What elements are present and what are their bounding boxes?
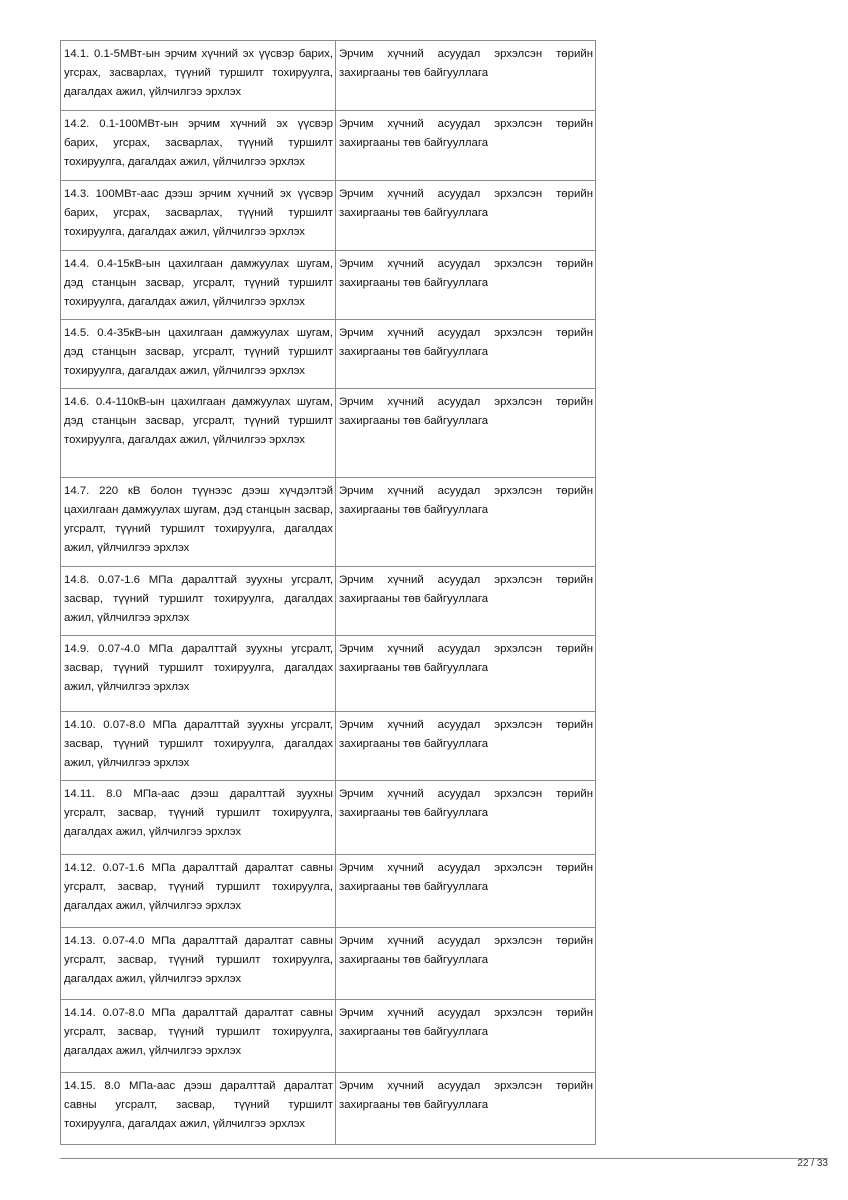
activity-cell: 14.7. 220 кВ болон түүнээс дээш хүчдэлтэй цахилгаан дамжуулах шугам, дэд станцын засвар, угсралт, түүний туршилт тохируулга, дагалдах ажил, үйлчилгээ эрхлэх xyxy=(61,478,336,567)
activity-cell: 14.8. 0.07-1.6 МПа даралттай зуухны угсралт, засвар, түүний туршилт тохируулга, дагалдах ажил, үйлчилгээ эрхлэх xyxy=(61,567,336,636)
authority-cell: Эрчим хүчний асуудал эрхэлсэн төрийн захиргааны төв байгууллага xyxy=(336,928,596,1000)
authority-cell: Эрчим хүчний асуудал эрхэлсэн төрийн захиргааны төв байгууллага xyxy=(336,111,596,181)
authority-cell: Эрчим хүчний асуудал эрхэлсэн төрийн захиргааны төв байгууллага xyxy=(336,181,596,251)
table-row xyxy=(61,781,596,855)
authority-cell: Эрчим хүчний асуудал эрхэлсэн төрийн захиргааны төв байгууллага xyxy=(336,389,596,478)
authority-cell: Эрчим хүчний асуудал эрхэлсэн төрийн захиргааны төв байгууллага xyxy=(336,1000,596,1073)
activity-cell: 14.13. 0.07-4.0 МПа даралттай даралтат савны угсралт, засвар, түүний туршилт тохируулга, дагалдах ажил, үйлчилгээ эрхлэх xyxy=(61,928,336,1000)
table-row xyxy=(61,855,596,928)
activity-cell: 14.11. 8.0 МПа-аас дээш даралттай зуухны угсралт, засвар, түүний туршилт тохируулга, дагалдах ажил, үйлчилгээ эрхлэх xyxy=(61,781,336,855)
table-row xyxy=(61,928,596,1000)
activity-cell: 14.1. 0.1-5МВт-ын эрчим хүчний эх үүсвэр барих, угсрах, засварлах, түүний туршилт тохируулга, дагалдах ажил, үйлчилгээ эрхлэх xyxy=(61,41,336,111)
activity-cell: 14.12. 0.07-1.6 МПа даралттай даралтат савны угсралт, засвар, түүний туршилт тохируулга, дагалдах ажил, үйлчилгээ эрхлэх xyxy=(61,855,336,928)
table-row xyxy=(61,111,596,181)
authority-cell: Эрчим хүчний асуудал эрхэлсэн төрийн захиргааны төв байгууллага xyxy=(336,1073,596,1145)
authority-cell: Эрчим хүчний асуудал эрхэлсэн төрийн захиргааны төв байгууллага xyxy=(336,41,596,111)
activity-cell: 14.6. 0.4-110кВ-ын цахилгаан дамжуулах шугам, дэд станцын засвар, угсралт, түүний туршилт тохируулга, дагалдах ажил, үйлчилгээ эрхлэх xyxy=(61,389,336,478)
activity-cell: 14.10. 0.07-8.0 МПа даралттай зуухны угсралт, засвар, түүний туршилт тохируулга, дагалдах ажил, үйлчилгээ эрхлэх xyxy=(61,712,336,781)
table-row xyxy=(61,251,596,320)
activity-cell: 14.4. 0.4-15кВ-ын цахилгаан дамжуулах шугам, дэд станцын засвар, угсралт, түүний туршилт тохируулга, дагалдах ажил, үйлчилгээ эрхлэх xyxy=(61,251,336,320)
authority-cell: Эрчим хүчний асуудал эрхэлсэн төрийн захиргааны төв байгууллага xyxy=(336,567,596,636)
table-row xyxy=(61,41,596,111)
activity-cell: 14.2. 0.1-100МВт-ын эрчим хүчний эх үүсвэр барих, угсрах, засварлах, түүний туршилт тохируулга, дагалдах ажил, үйлчилгээ эрхлэх xyxy=(61,111,336,181)
table-row xyxy=(61,636,596,712)
authority-cell: Эрчим хүчний асуудал эрхэлсэн төрийн захиргааны төв байгууллага xyxy=(336,251,596,320)
authority-cell: Эрчим хүчний асуудал эрхэлсэн төрийн захиргааны төв байгууллага xyxy=(336,636,596,712)
page-number: 22 / 33 xyxy=(797,1158,828,1169)
table-row xyxy=(61,389,596,478)
license-table-body xyxy=(61,41,596,1145)
activity-cell: 14.5. 0.4-35кВ-ын цахилгаан дамжуулах шугам, дэд станцын засвар, угсралт, түүний туршилт тохируулга, дагалдах ажил, үйлчилгээ эрхлэх xyxy=(61,320,336,389)
license-table xyxy=(60,40,596,1145)
table-row xyxy=(61,478,596,567)
authority-cell: Эрчим хүчний асуудал эрхэлсэн төрийн захиргааны төв байгууллага xyxy=(336,320,596,389)
footer-divider xyxy=(60,1158,828,1159)
table-row xyxy=(61,1000,596,1073)
table-row xyxy=(61,181,596,251)
activity-cell: 14.9. 0.07-4.0 МПа даралттай зуухны угсралт, засвар, түүний туршилт тохируулга, дагалдах ажил, үйлчилгээ эрхлэх xyxy=(61,636,336,712)
table-row xyxy=(61,1073,596,1145)
activity-cell: 14.14. 0.07-8.0 МПа даралттай даралтат савны угсралт, засвар, түүний туршилт тохируулга, дагалдах ажил, үйлчилгээ эрхлэх xyxy=(61,1000,336,1073)
authority-cell: Эрчим хүчний асуудал эрхэлсэн төрийн захиргааны төв байгууллага xyxy=(336,478,596,567)
activity-cell: 14.3. 100МВт-аас дээш эрчим хүчний эх үүсвэр барих, угсрах, засварлах, түүний туршилт тохируулга, дагалдах ажил, үйлчилгээ эрхлэх xyxy=(61,181,336,251)
table-row xyxy=(61,567,596,636)
authority-cell: Эрчим хүчний асуудал эрхэлсэн төрийн захиргааны төв байгууллага xyxy=(336,855,596,928)
table-row xyxy=(61,712,596,781)
authority-cell: Эрчим хүчний асуудал эрхэлсэн төрийн захиргааны төв байгууллага xyxy=(336,781,596,855)
table-row xyxy=(61,320,596,389)
activity-cell: 14.15. 8.0 МПа-аас дээш даралттай даралтат савны угсралт, засвар, түүний туршилт тохируулга, дагалдах ажил, үйлчилгээ эрхлэх xyxy=(61,1073,336,1145)
authority-cell: Эрчим хүчний асуудал эрхэлсэн төрийн захиргааны төв байгууллага xyxy=(336,712,596,781)
